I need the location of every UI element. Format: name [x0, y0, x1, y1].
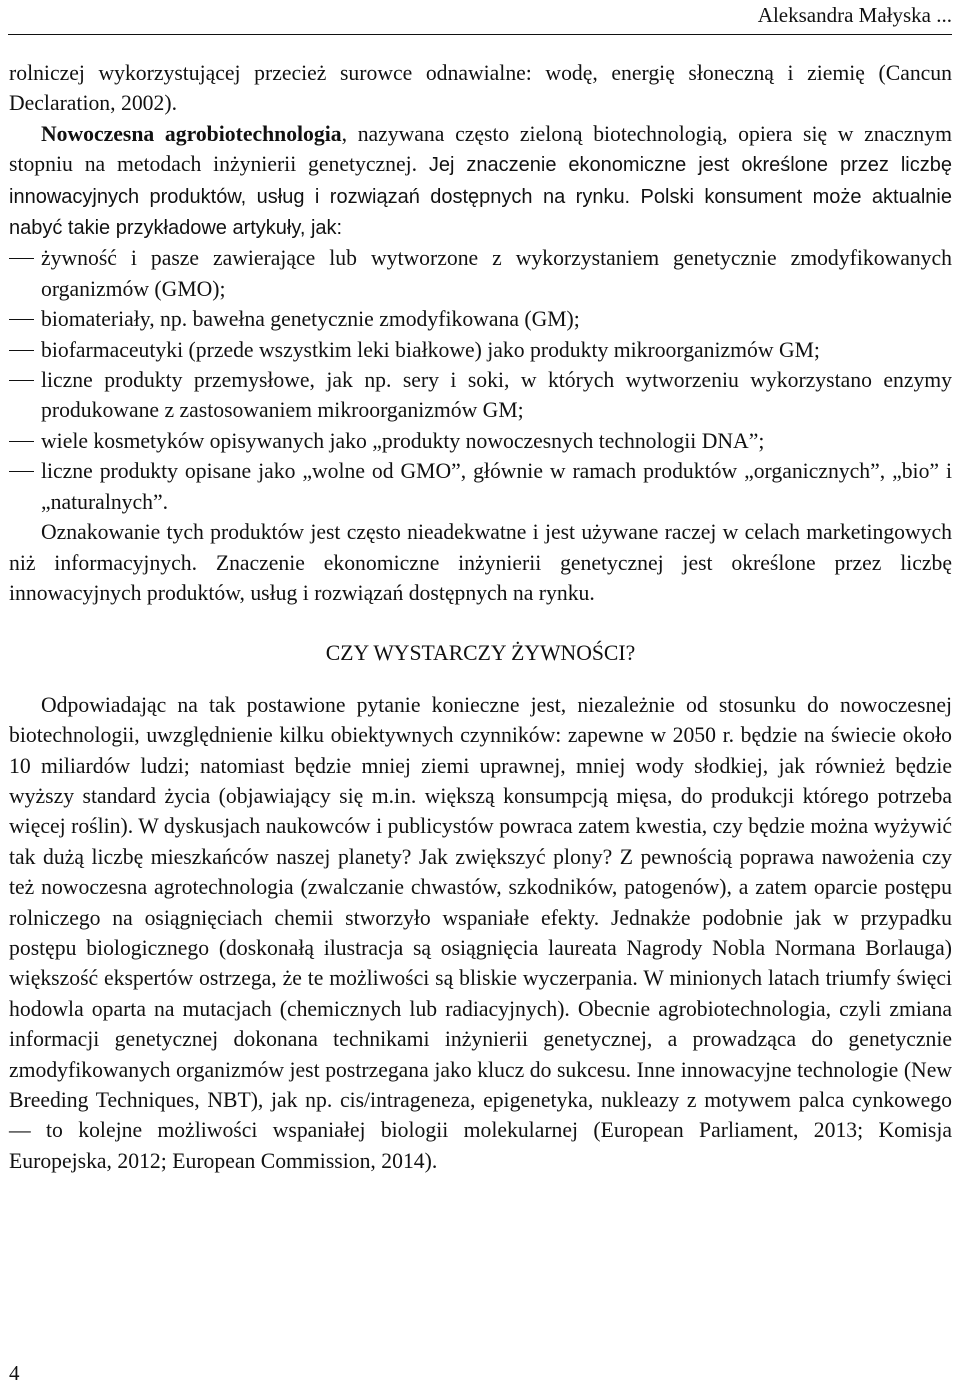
section-heading: CZY WYSTARCZY ŻYWNOŚCI?	[325, 641, 636, 666]
page-number: 4	[9, 1361, 20, 1385]
list-item-text: liczne produkty przemysłowe, jak np. sery i soki, w których wytworzeniu wykorzystano enzymy produkowane z zastosowaniem mikroorganizmów GM;	[41, 368, 952, 423]
dash-bullet	[9, 350, 34, 351]
list-item	[9, 304, 952, 334]
paragraph-agrobiotechnology	[9, 119, 952, 244]
product-list	[9, 243, 952, 517]
list-item	[9, 426, 952, 456]
list-item	[9, 365, 952, 426]
page-body	[9, 58, 952, 1176]
term-modern-agrobiotechnology: Nowoczesna agrobiotechnologia	[41, 121, 342, 146]
list-item-text: żywność i pasze zawierające lub wytworzone z wykorzystaniem genetycznie zmodyfikowanych organizmów (GMO);	[41, 246, 952, 301]
list-item-text: wiele kosmetyków opisywanych jako „produkty nowoczesnych technologii DNA”;	[41, 428, 765, 453]
dash-bullet	[9, 471, 34, 472]
list-item-text: biomateriały, np. bawełna genetycznie zmodyfikowana (GM);	[41, 307, 580, 332]
list-item	[9, 335, 952, 365]
list-item-text: liczne produkty opisane jako „wolne od GMO”, głównie w ramach produktów „organicznych”, „bio” i „naturalnych”.	[41, 459, 952, 514]
dash-bullet	[9, 319, 34, 320]
running-head: Aleksandra Małyska ...	[757, 3, 952, 27]
paragraph-text: , nazywana często zieloną biotechnologią, opiera się w znacznym stopniu na metodach inżynierii genetycznej.	[9, 121, 952, 177]
list-item-text: biofarmaceutyki (przede wszystkim leki białkowe) jako produkty mikroorganizmów GM;	[41, 337, 820, 362]
list-item	[9, 243, 952, 304]
header-rule	[8, 34, 952, 35]
paragraph-text-sans: Jej znaczenie ekonomiczne jest określone przez liczbę innowacyjnych produktów, usług i rozwiązań dostępnych na rynku. Polski konsument może aktualnie nabyć takie przykładowe artykuły, jak:	[9, 154, 952, 240]
paragraph-food-sufficiency: Odpowiadając na tak postawione pytanie konieczne jest, niezależnie od stosunku do nowoczesnej biotechnologii, uwzględnienie kilku obiektywnych czynników: zapewne w 2050 r. będzie na świecie około 10 miliardów ludzi; natomiast będzie mniej ziemi uprawnej, mniej wody słodkiej, jak również będzie wyższy standard życia (objawiający się m.in. większą konsumpcją mięsa, do produkcji którego potrzeba więcej roślin). W dyskusjach naukowców i publicystów powraca zatem kwestia, czy będzie można wyżywić tak dużą liczbę mieszkańców naszej planety? Jak zwiększyć plony? Z pewnością poprawa nawożenia czy też nowoczesna agrotechnologia (zwalczanie chwastów, szkodników, patogenów), a zatem oparcie postępu rolniczego na osiągnięciach chemii stworzyło wspaniałe efekty. Jednakże podobnie jak w przypadku postępu biologicznego (doskonałą ilustracja są osiągnięcia laureata Nagrody Nobla Normana Borlauga) większość ekspertów ostrzega, że te możliwości są bliskie wyczerpania. W minionych latach triumfy święci hodowla oparta na mutacjach (chemicznych lub radiacyjnych). Obecnie agrobiotechnologia, czyli zmiana informacji genetycznej dokonana technikami inżynierii genetycznej, a prowadząca do genetycznie zmodyfikowanych organizmów jest postrzegana jako klucz do sukcesu. Inne innowacyjne technologie (New Breeding Techniques, NBT), jak np. cis/intrageneza, epigenetyka, nukleazy z motywem palca cynkowego — to kolejne możliwości wspaniałej biologii molekularnej (European Parliament, 2013; Komisja Europejska, 2012; European Commission, 2014).	[9, 692, 952, 1173]
dash-bullet	[9, 258, 34, 259]
dash-bullet	[9, 380, 34, 381]
list-item	[9, 456, 952, 517]
paragraph-labeling: Oznakowanie tych produktów jest często nieadekwatne i jest używane raczej w celach marketingowych niż informacyjnych. Znaczenie ekonomiczne inżynierii genetycznej jest określone przez liczbę innowacyjnych produktów, usług i rozwiązań dostępnych na rynku.	[9, 520, 952, 605]
paragraph-continuation: rolniczej wykorzystującej przecież surowce odnawialne: wodę, energię słoneczną i ziemię (Cancun Declaration, 2002).	[9, 61, 952, 116]
dash-bullet	[9, 441, 34, 442]
